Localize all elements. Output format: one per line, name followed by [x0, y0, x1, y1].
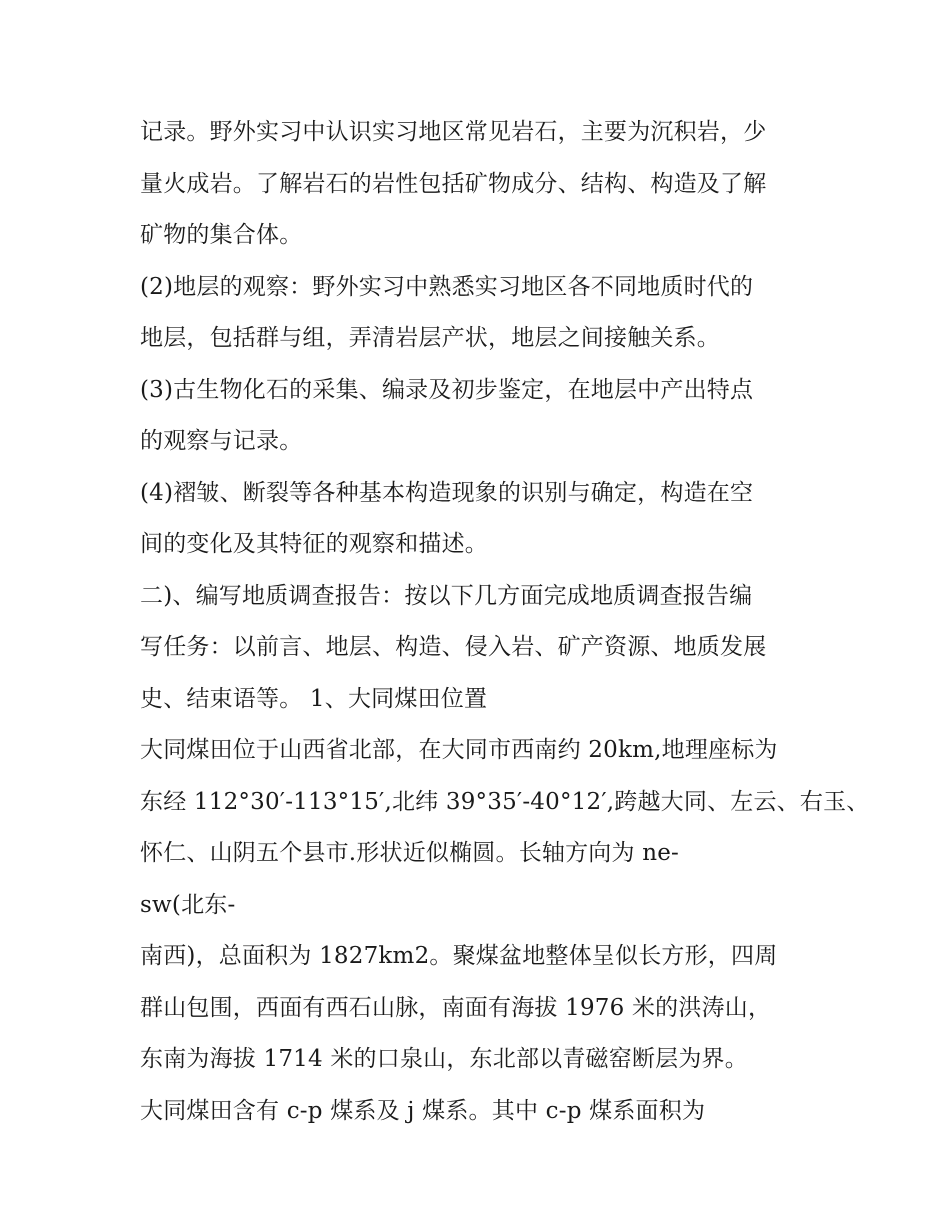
text-line: 东南为海拔 1714 米的口泉山，东北部以青磁窑断层为界。 [140, 1046, 748, 1072]
text-line: 的观察与记录。 [140, 428, 303, 454]
text-line: 史、结束语等。 1、大同煤田位置 [140, 685, 488, 712]
text-line: 东经 112°30′-113°15′,北纬 39°35′-40°12′,跨越大同、左云、右玉、 [140, 788, 870, 815]
text-line: sw(北东- [140, 891, 236, 918]
text-line: 记录。野外实习中认识实习地区常见岩石，主要为沉积岩，少 [140, 119, 767, 145]
text-line: 南西)，总面积为 1827km2。聚煤盆地整体呈似长方形，四周 [140, 943, 778, 969]
text-line: (3)古生物化石的采集、编录及初步鉴定，在地层中产出特点 [140, 376, 754, 403]
text-line: 写任务：以前言、地层、构造、侵入岩、矿产资源、地质发展 [140, 634, 767, 660]
text-line: 大同煤田含有 c-p 煤系及 j 煤系。其中 c-p 煤系面积为 [140, 1097, 706, 1124]
text-line: (4)褶皱、断裂等各种基本构造现象的识别与确定，构造在空 [140, 479, 754, 506]
text-line: 量火成岩。了解岩石的岩性包括矿物成分、结构、构造及了解 [140, 170, 767, 197]
text-line: 地层，包括群与组，弄清岩层产状，地层之间接触关系。 [140, 325, 720, 351]
document-body [140, 107, 870, 1137]
text-line: 大同煤田位于山西省北部，在大同市西南约 20km,地理座标为 [140, 737, 778, 763]
text-line: 矿物的集合体。 [140, 222, 303, 248]
text-line: (2)地层的观察：野外实习中熟悉实习地区各不同地质时代的 [140, 273, 754, 300]
text-line: 间的变化及其特征的观察和描述。 [140, 531, 488, 557]
text-line: 群山包围，西面有西石山脉，南面有海拔 1976 米的洪涛山， [140, 994, 772, 1021]
text-line: 怀仁、山阴五个县市.形状近似椭圆。长轴方向为 ne- [140, 840, 680, 866]
text-line: 二)、编写地质调查报告：按以下几方面完成地质调查报告编 [140, 582, 753, 609]
